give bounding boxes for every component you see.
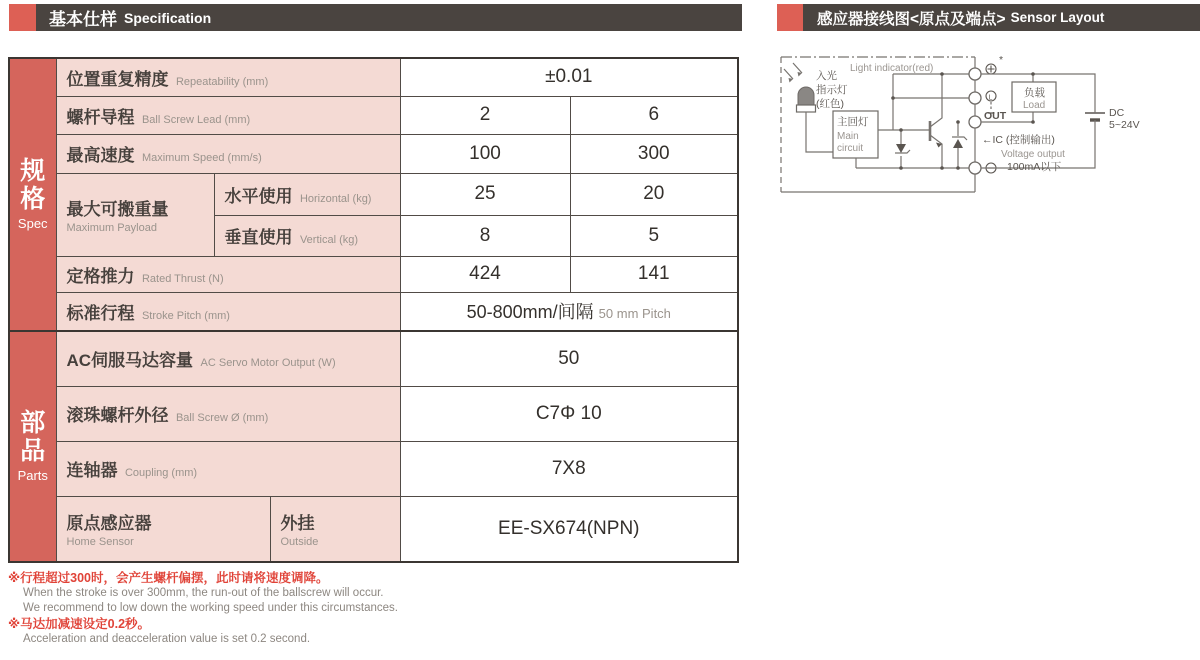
table-row	[9, 96, 738, 134]
right-section-header	[803, 4, 1200, 31]
row-label-payload: 最大可搬重量 Maximum Payload	[56, 173, 214, 256]
out-label: OUT	[984, 110, 1007, 122]
table-row	[9, 331, 738, 386]
row-label-lead: 螺杆导程 Ball Screw Lead (mm)	[56, 96, 400, 134]
load-label-en: Load	[1023, 100, 1046, 111]
table-row	[9, 386, 738, 441]
section-label-en: Parts	[17, 468, 48, 483]
value-vertical-1: 8	[400, 215, 570, 256]
row-label-stroke: 标准行程 Stroke Pitch (mm)	[56, 292, 400, 331]
main-circuit-en1: Main	[837, 131, 859, 142]
table-row	[9, 496, 738, 562]
left-header-title-zh: 基本仕样	[49, 10, 117, 29]
value-lead-1: 2	[400, 96, 570, 134]
load-label-zh: 负载	[1024, 87, 1045, 99]
row-label-coupling: 连轴器 Coupling (mm)	[56, 441, 400, 496]
value-stroke: 50-800mm/间隔 50 mm Pitch	[400, 292, 738, 331]
table-row	[9, 134, 738, 173]
row-label-repeatability: 位置重复精度 Repeatability (mm)	[56, 58, 400, 96]
table-row	[9, 256, 738, 292]
row-label-thrust: 定格推力 Rated Thrust (N)	[56, 256, 400, 292]
dc-voltage-label: 5~24V	[1109, 119, 1140, 131]
footnote-en: Acceleration and deacceleration value is set 0.2 second.	[23, 633, 311, 645]
left-header-title-en: Specification	[124, 9, 212, 26]
section-cell-spec	[9, 58, 56, 331]
footnote-en: We recommend to low down the working speed under this circumstances.	[23, 602, 398, 614]
led-label-zh2: 指示灯	[816, 84, 848, 96]
value-servo: 50	[400, 331, 738, 386]
current-limit-label: 100mA以下	[1007, 161, 1062, 173]
table-row	[9, 58, 738, 96]
dc-label: DC	[1109, 107, 1125, 119]
value-vertical-2: 5	[570, 215, 738, 256]
main-circuit-zh: 主回灯	[837, 116, 869, 128]
svg-text:L: L	[988, 94, 993, 102]
value-thrust-1: 424	[400, 256, 570, 292]
led-label-zh1: 入光	[816, 70, 837, 82]
row-label-vertical: 垂直使用 Vertical (kg)	[214, 215, 400, 256]
ic-label: ←IC (控制输出)	[982, 134, 1055, 146]
led-indicator-icon	[797, 87, 834, 152]
footnotes	[8, 570, 398, 647]
row-label-ballscrew: 滚珠螺杆外径 Ball Screw Ø (mm)	[56, 386, 400, 441]
light-ray-arrows	[784, 63, 802, 83]
footnote-en: When the stroke is over 300mm, the run-out of the ballscrew will occur.	[23, 587, 384, 599]
table-row	[9, 292, 738, 331]
row-label-speed: 最高速度 Maximum Speed (mm/s)	[56, 134, 400, 173]
value-coupling: 7X8	[400, 441, 738, 496]
left-header-accent-square	[9, 4, 36, 31]
left-section-header	[36, 4, 742, 31]
table-row	[9, 173, 738, 215]
footnote-zh: ※行程超过300时，会产生螺杆偏摆，此时请将速度调降。	[8, 571, 329, 585]
value-home-sensor: EE-SX674(NPN)	[400, 496, 738, 562]
table-row	[9, 441, 738, 496]
row-label-servo: AC伺服马达容量 AC Servo Motor Output (W)	[56, 331, 400, 386]
right-header-accent-square	[777, 4, 803, 31]
row-label-home-sensor-type: 外挂 Outside	[270, 496, 400, 562]
light-indicator-label: Light indicator(red)	[850, 63, 934, 74]
led-label-zh3: (红色)	[816, 98, 844, 110]
star-mark: *	[999, 54, 1004, 66]
right-header-title-en: Sensor Layout	[1010, 10, 1105, 25]
section-label-en: Spec	[17, 216, 48, 231]
value-speed-2: 300	[570, 134, 738, 173]
sensor-wiring-diagram	[770, 50, 1200, 205]
section-label-zh: 部品	[20, 409, 46, 465]
plus-terminal-icon	[986, 64, 996, 74]
section-cell-parts	[9, 331, 56, 562]
voltage-output-label: Voltage output	[1001, 149, 1065, 160]
section-label-zh: 规格	[20, 157, 46, 213]
value-thrust-2: 141	[570, 256, 738, 292]
value-lead-2: 6	[570, 96, 738, 134]
value-speed-1: 100	[400, 134, 570, 173]
value-repeatability: ±0.01	[400, 58, 738, 96]
footnote-zh: ※马达加减速设定0.2秒。	[8, 617, 151, 631]
right-header-title-zh: 感应器接线图<原点及端点>	[817, 10, 1006, 28]
spec-table	[8, 57, 739, 563]
value-horizontal-2: 20	[570, 173, 738, 215]
row-label-horizontal: 水平使用 Horizontal (kg)	[214, 173, 400, 215]
main-circuit-en2: circuit	[837, 143, 864, 154]
value-horizontal-1: 25	[400, 173, 570, 215]
row-label-home-sensor: 原点感应器 Home Sensor	[56, 496, 270, 562]
value-ballscrew: C7Φ 10	[400, 386, 738, 441]
